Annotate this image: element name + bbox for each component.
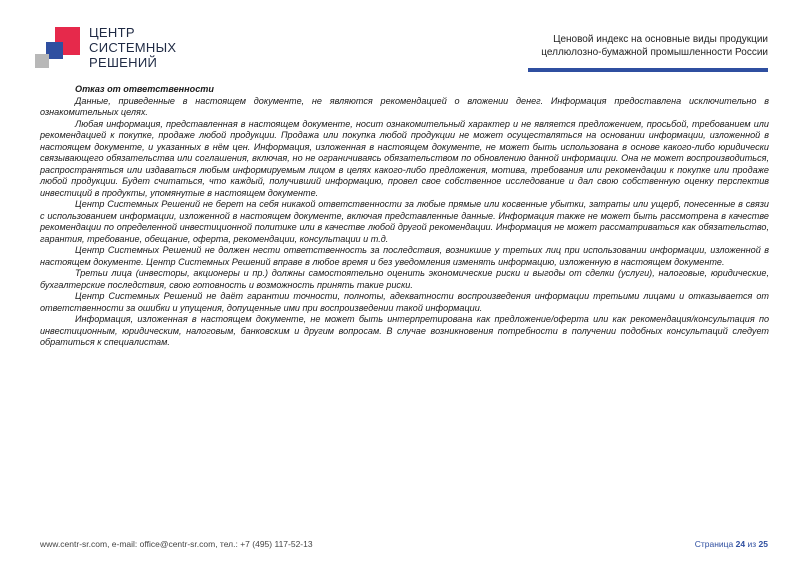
document-title: [488, 33, 768, 59]
disclaimer-heading: Отказ от ответственности: [75, 84, 214, 94]
header-divider: [528, 68, 768, 72]
footer-contacts: www.centr-sr.com, e-mail: office@centr-sr.com, тел.: +7 (495) 117-52-13: [40, 539, 313, 549]
disclaimer-paragraph: Данные, приведенные в настоящем документе, не являются рекомендацией о вложении денег. Информация предоставлена исключительно в ознакомительных целях.: [40, 95, 769, 117]
disclaimer-paragraph: Центр Системных Решений не должен нести ответственность за последствия, возникшие у третьих лиц при использовании информации, изложенной в настоящем документе. Центр Системных Решений вправе в любое время и без уведомления изменять информацию, изложенную в настоящем документе.: [40, 245, 769, 267]
logo-line-3: РЕШЕНИЙ: [89, 55, 158, 70]
document-title-line-1: Ценовой индекс на основные виды продукции: [553, 34, 768, 45]
logo-grey-square: [35, 54, 49, 68]
page-prefix: Страница: [694, 539, 734, 549]
logo-line-1: ЦЕНТР: [89, 25, 135, 40]
page-current: 24: [735, 539, 746, 549]
page-total: 25: [758, 539, 768, 549]
disclaimer-paragraph: Центр Системных Решений не берет на себя никакой ответственности за любые прямые или косвенные убытки, затраты или ущерб, понесенные в связи с использованием информации, изложенной в настоящем документе, включая представленные данные. Информация также не может быть рассмотрена в качестве рекомендации по определенной инвестиционной политике или в качестве любой другой рекомендации. Информация не может рассматриваться как обязательство, гарантия, требование, обещание, оферта, рекомендации, консультации и т.д.: [40, 199, 769, 244]
disclaimer-paragraph: Третьи лица (инвесторы, акционеры и пр.) должны самостоятельно оценить экономические риски и выгоды от сделки (услуги), налоговые, юридические, бухгалтерские последствия, свою готовность и возможность принять такие риски.: [40, 268, 769, 290]
logo-line-2: СИСТЕМНЫХ: [89, 40, 177, 55]
page-number: [695, 539, 768, 549]
logo-text: [89, 25, 176, 70]
disclaimer-paragraph: Центр Системных Решений не даёт гарантии точности, полноты, адекватности воспроизведения информации третьими лицами и отказывается от ответственности за ошибки и упущения, допущенные ими при воспроизведении такой информации.: [40, 291, 769, 313]
disclaimer-paragraph: Любая информация, представленная в настоящем документе, носит ознакомительный характер и не является предложением, просьбой, требованием или рекомендацией к покупке, продаже любой продукции. Продажа или покупка любой продукции не может осуществляться на основании информации, изложенной в настоящем документе, и указанных в нём цен. Информация, изложенная в настоящем документе, не может быть использована в основе какого-либо юридически связывающего обязательства или соглашения, включая, но не ограничиваясь обязательством по обновлению данной информации. Она не может воспроизводиться, распространяться или издаваться любым информируемым лицом в целях какого-либо предложения, мотива, требования или рекомендации к покупке или продаже любой продукции. Будет считаться, что каждый, получивший информацию, провел свое собственное исследование и дал свою собственную оценку перспектив инвестиций в продукты, упомянутые в настоящем документе.: [40, 118, 769, 198]
page-separator: из: [747, 539, 757, 549]
company-logo: [35, 24, 175, 76]
disclaimer-paragraph: Информация, изложенная в настоящем документе, не может быть интерпретирована как предложение/оферта или как рекомендация/консультация по инвестиционным, юридическим, налоговым, банковским и другим вопросам. В случае возникновения потребности в получении подобных консультаций следует обратиться к специалистам.: [40, 314, 769, 347]
disclaimer-section: [40, 84, 769, 349]
document-title-line-2: целлюлозно-бумажной промышленности России: [541, 47, 768, 58]
